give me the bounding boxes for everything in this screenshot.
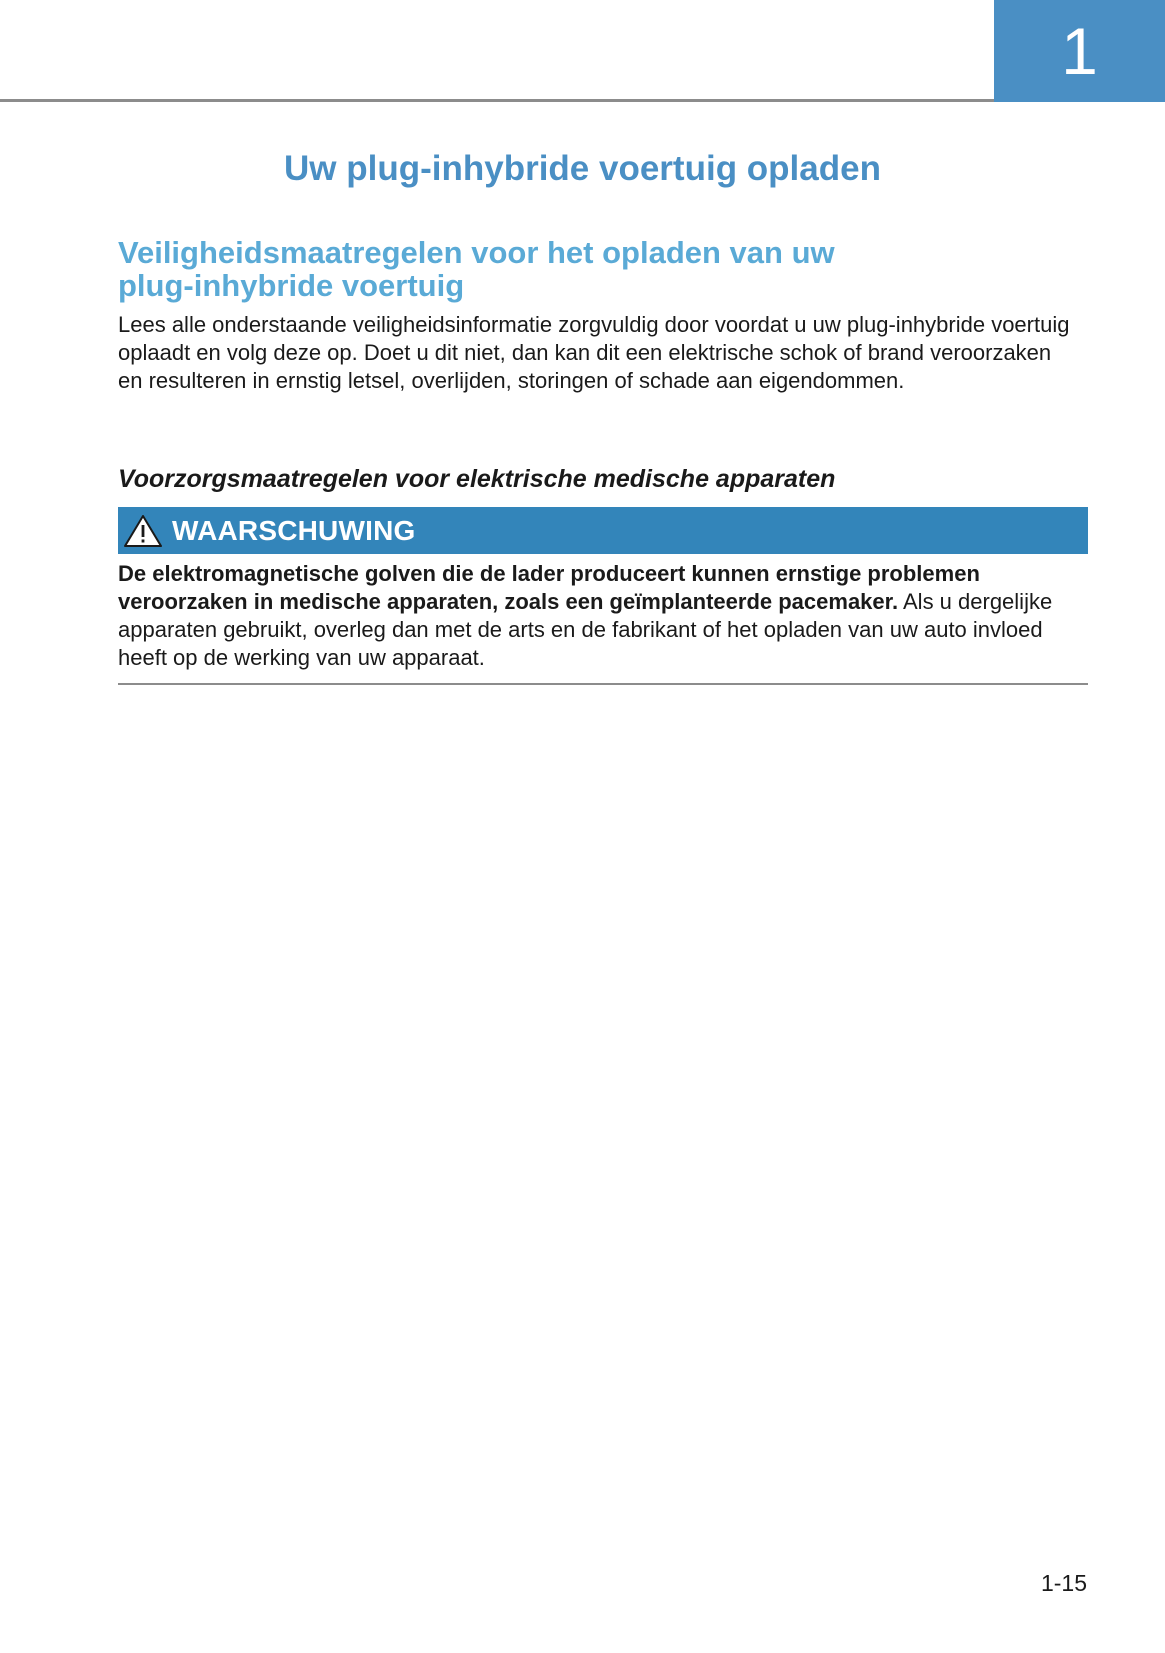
- intro-paragraph: Lees alle onderstaande veiligheidsinformatie zorgvuldig door voordat u uw plug-inhybride voertuig oplaadt en volg deze op. Doet u dit niet, dan kan dit een elektrische schok of brand veroorzaken en resulteren in ernstig letsel, overlijden, storingen of schade aan eigendommen.: [118, 312, 1070, 393]
- warning-bold-text: De elektromagnetische golven die de lader produceert kunnen ernstige problemen veroorzaken in medische apparaten, zoals een geïmplanteerde pacemaker.: [118, 561, 980, 614]
- warning-label: WAARSCHUWING: [172, 515, 416, 546]
- section-heading-line2: plug-inhybride voertuig: [118, 268, 465, 303]
- warning-divider: [118, 683, 1088, 685]
- page-title: Uw plug-inhybride voertuig opladen: [284, 149, 881, 188]
- page-number: 1-15: [1040, 1570, 1087, 1596]
- warning-body: [118, 560, 1088, 672]
- header-rule: [0, 99, 994, 102]
- warning-bar: [118, 507, 1088, 554]
- subsection-heading: Voorzorgsmaatregelen voor elektrische medische apparaten: [118, 465, 836, 493]
- section-heading: [118, 236, 1018, 302]
- warning-normal-text: Als u dergelijke apparaten gebruikt, overleg dan met de arts en de fabrikant of het opladen van uw auto invloed heeft op de werking van uw apparaat.: [118, 589, 1053, 670]
- section-heading-line1: Veiligheidsmaatregelen voor het opladen van uw: [118, 235, 835, 270]
- chapter-number: 1: [1061, 14, 1098, 88]
- warning-triangle-icon: [122, 513, 164, 549]
- chapter-tab: [994, 0, 1165, 102]
